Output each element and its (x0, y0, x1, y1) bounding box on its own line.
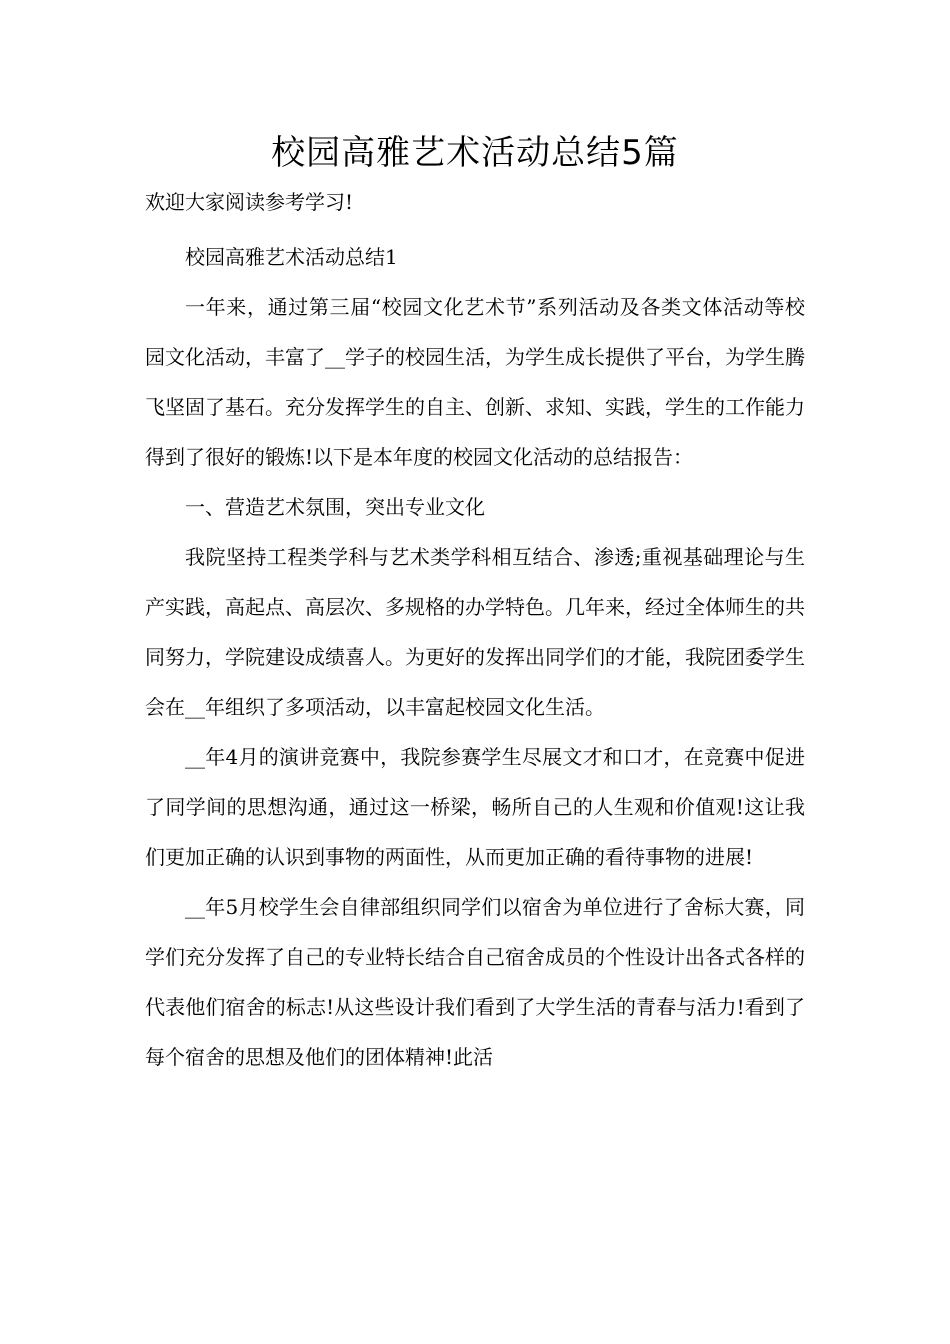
section-heading: 校园高雅艺术活动总结1 (185, 245, 398, 269)
body-paragraph: 一年来，通过第三届“校园文化艺术节”系列活动及各类文体活动等校园文化活动，丰富了__学子的校园生活，为学生成长提供了平台，为学生腾飞坚固了基石。充分发挥学生的自主、创新、求知、实践，学生的工作能力得到了很好的锻炼!以下是本年度的校园文化活动的总结报告： (145, 295, 805, 469)
body-paragraph: __年5月校学生会自律部组织同学们以宿舍为单位进行了舍标大赛，同学们充分发挥了自己的专业特长结合自己宿舍成员的个性设计出各式各样的代表他们宿舍的标志!从这些设计我们看到了大学生活的青春与活力!看到了每个宿舍的思想及他们的团体精神!此活 (145, 895, 805, 1069)
document-body (145, 232, 805, 1082)
intro-line: 欢迎大家阅读参考学习! (145, 190, 354, 214)
document-title: 校园高雅艺术活动总结5篇 (271, 133, 679, 173)
section-heading: 一、营造艺术氛围，突出专业文化 (185, 495, 485, 519)
body-paragraph: 我院坚持工程类学科与艺术类学科相互结合、渗透;重视基础理论与生产实践，高起点、高层次、多规格的办学特色。几年来，经过全体师生的共同努力，学院建设成绩喜人。为更好的发挥出同学们的才能，我院团委学生会在__年组织了多项活动，以丰富起校园文化生活。 (145, 545, 805, 719)
body-paragraph: __年4月的演讲竞赛中，我院参赛学生尽展文才和口才，在竞赛中促进了同学间的思想沟通，通过这一桥梁，畅所自己的人生观和价值观!这让我们更加正确的认识到事物的两面性，从而更加正确的看待事物的进展! (145, 745, 805, 869)
